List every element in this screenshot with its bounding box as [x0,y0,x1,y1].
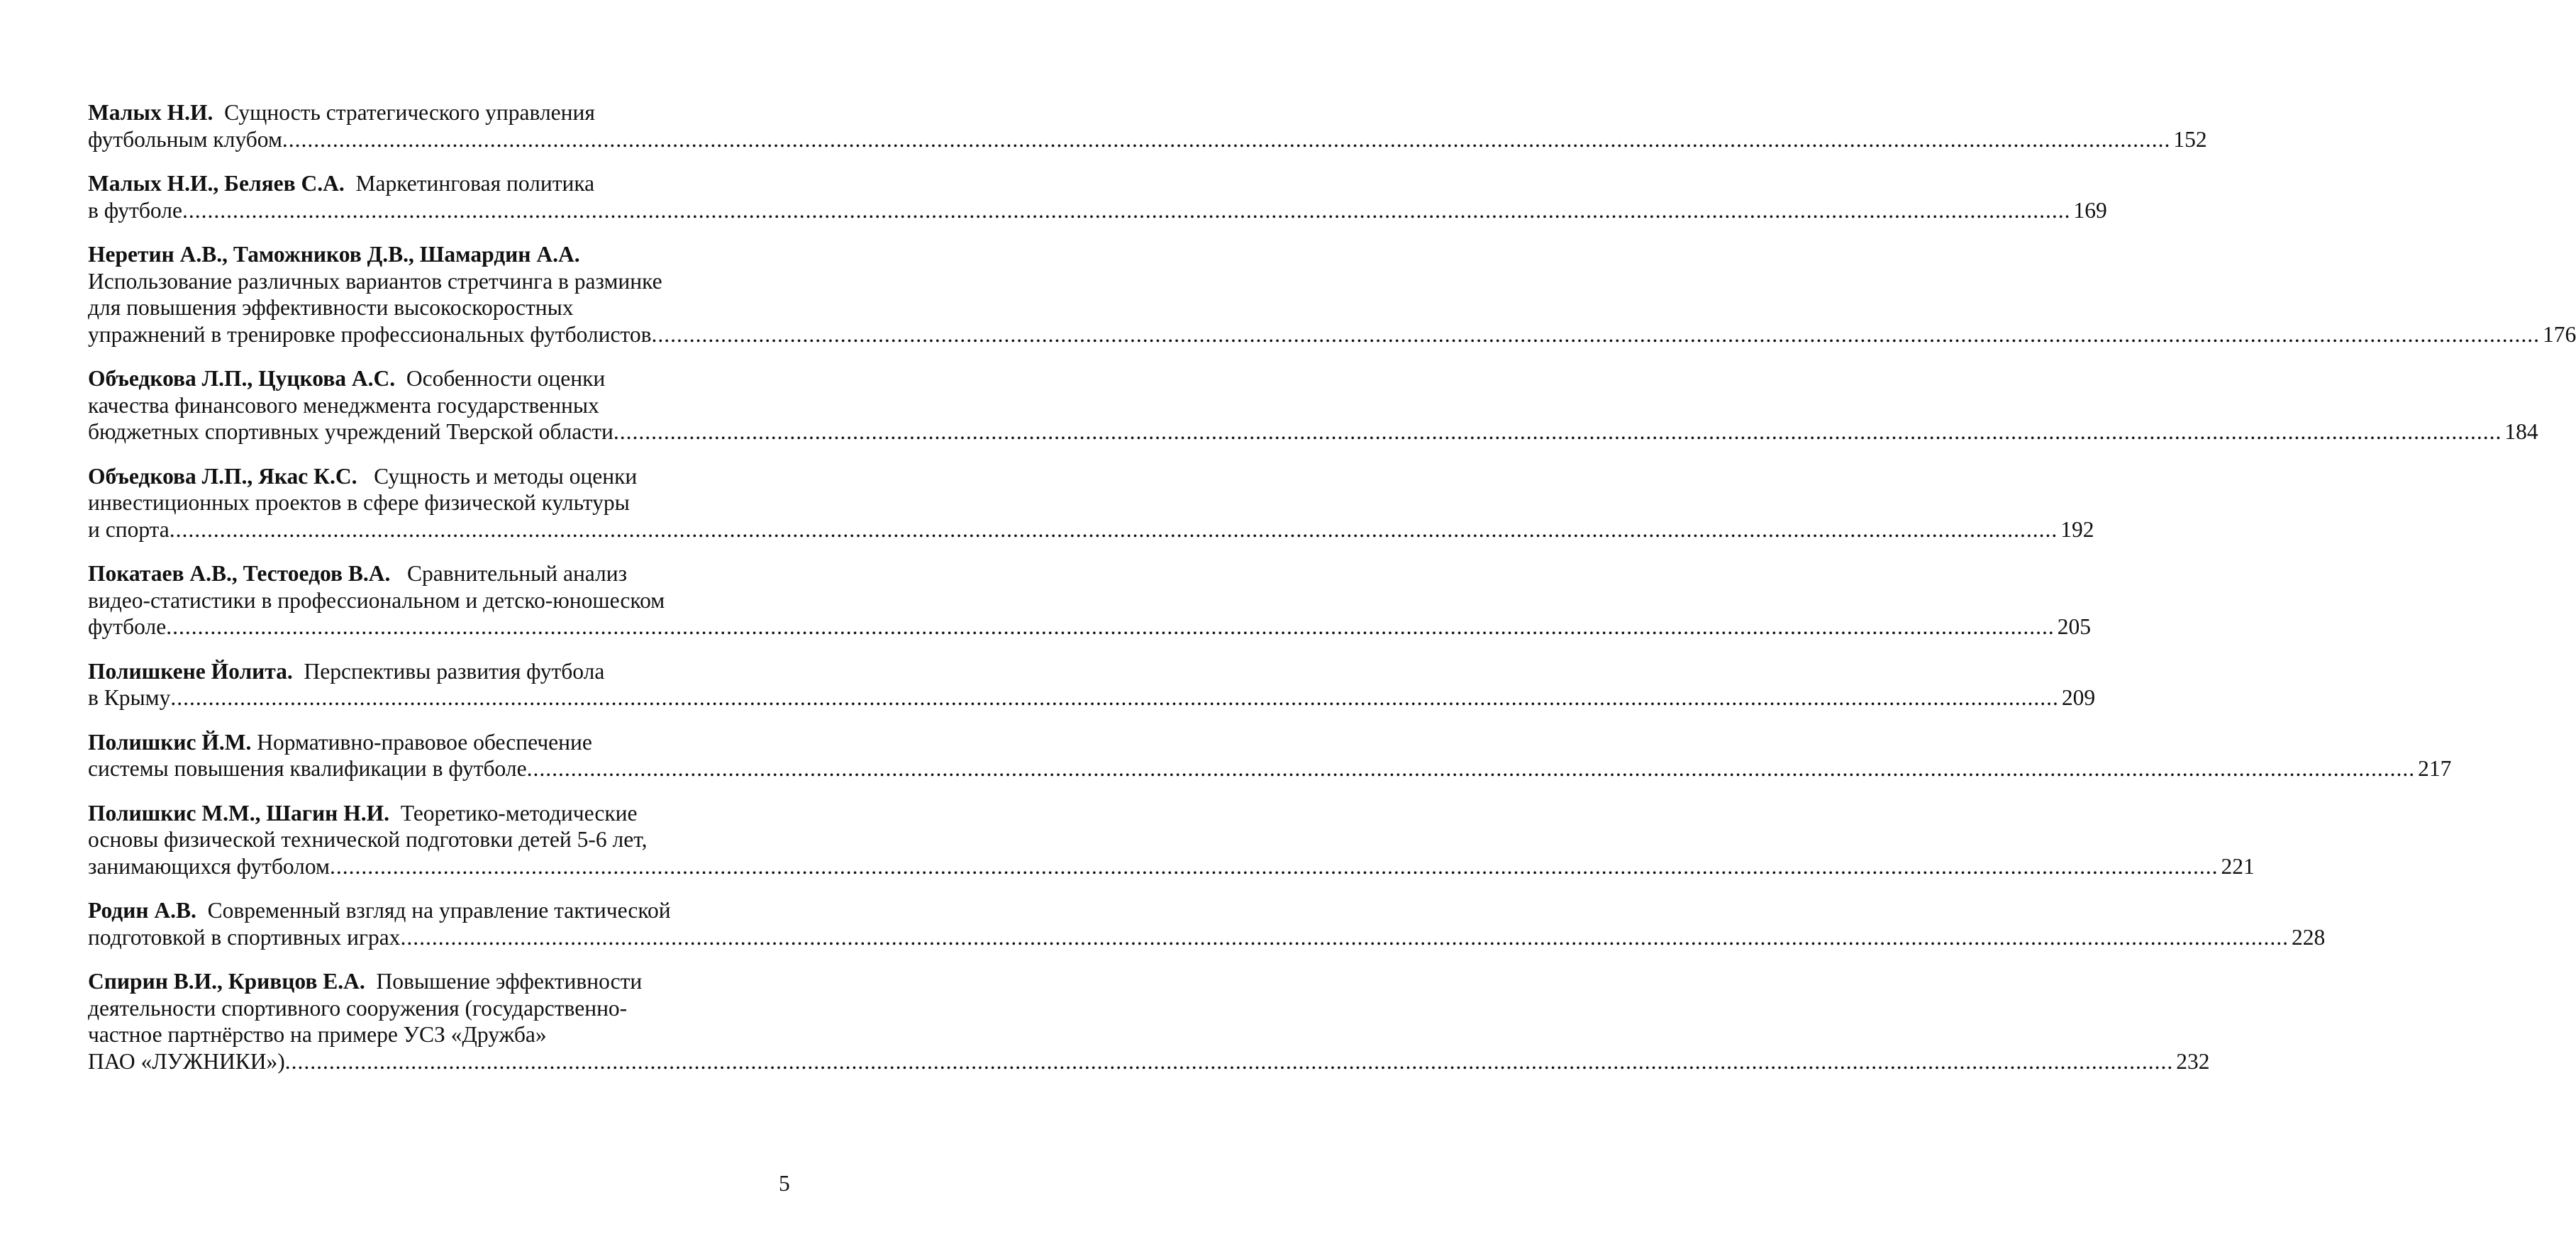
toc-entry-title-end: бюджетных спортивных учреждений Тверской области [88,419,614,444]
toc-entry-heading [88,463,792,490]
toc-entry-title: Теоретико-методические [400,800,638,826]
toc-entry-authors: Спирин В.И., Кривцов Е.А. [88,969,365,994]
toc-entry[interactable] [88,800,2255,880]
toc-entry[interactable] [88,463,2094,543]
toc-entry-heading [88,968,792,995]
toc-entry[interactable] [88,897,2326,950]
toc-entry-title-line: инвестиционных проектов в сфере физической культуры [88,490,630,515]
toc-entry-heading [88,658,792,685]
toc-entry-title: Перспективы развития футбола [304,658,605,684]
toc-entry-authors: Полишкис Й.М. [88,729,252,755]
leader-dots: ............................................................................................................................................................................................................................................................................................................ [526,756,2416,781]
toc-entry-last-line [88,1048,2210,1075]
leader-dots: ............................................................................................................................................................................................................................................................................................................ [182,197,2071,223]
toc-entry[interactable] [88,170,2107,223]
toc-entry-heading [88,560,792,587]
toc-entry-title-end: системы повышения квалификации в футболе [88,756,527,781]
toc-entry-title: Особенности оценки [406,366,606,391]
toc-entry-title-end: упражнений в тренировке профессиональных футболистов [88,321,652,347]
toc-entry-page: 217 [2418,756,2452,781]
toc-entry-page: 169 [2073,197,2107,223]
toc-entry-page: 184 [2504,419,2538,444]
toc-entry-title-end: подготовкой в спортивных играх [88,924,401,950]
toc-entry-title: Повышение эффективности [376,969,643,994]
leader-dots: ............................................................................................................................................................................................................................................................................................................ [651,321,2540,347]
toc-entry-heading [88,365,792,392]
toc-entry-last-line [88,126,2207,153]
toc-entry[interactable] [88,99,2207,152]
toc-entry[interactable] [88,560,2091,640]
toc-entry-authors: Родин А.В. [88,898,196,923]
toc-entry-title-line: основы физической технической подготовки детей 5-6 лет, [88,827,648,852]
toc-entry-title-line: частное партнёрство на примере УСЗ «Дружба» [88,1022,547,1047]
toc-entry-title-line: видео-статистики в профессиональном и детско-юношеском [88,587,665,613]
toc-entry-heading [88,241,792,268]
leader-dots: ............................................................................................................................................................................................................................................................................................................ [284,1048,2174,1074]
toc-entry[interactable] [88,365,2538,445]
toc-entry-page: 176 [2542,321,2576,347]
leader-dots: ............................................................................................................................................................................................................................................................................................................ [282,126,2171,152]
leader-dots: ............................................................................................................................................................................................................................................................................................................ [169,516,2058,542]
toc-entry-page: 152 [2173,126,2207,152]
toc-entry-title-end: занимающихся футболом [88,853,330,879]
toc-entry-heading [88,800,792,827]
leader-dots: ............................................................................................................................................................................................................................................................................................................ [166,614,2055,639]
toc-entry-page: 221 [2221,853,2255,879]
toc-entry-title-end: в Крыму [88,685,171,710]
toc-entry[interactable] [88,729,2452,782]
toc-entry-title: Сущность и методы оценки [374,463,638,489]
toc-entry-authors: Малых Н.И. [88,100,213,125]
toc-entry-last-line [88,853,2255,880]
leader-dots: ............................................................................................................................................................................................................................................................................................................ [400,924,2289,950]
toc-entry[interactable] [88,658,2096,711]
toc-entry-heading [88,897,792,924]
toc-entry-authors: Неретин А.В., Таможников Д.В., Шамардин А.А. [88,242,580,267]
page-number: 5 [779,1171,790,1196]
toc-entry-heading [88,170,792,197]
toc-entry-title-end: футбольным клубом [88,126,282,152]
toc-entry[interactable] [88,241,2576,348]
toc-entry-authors: Полишкис М.М., Шагин Н.И. [88,800,389,826]
leader-dots: ............................................................................................................................................................................................................................................................................................................ [613,419,2502,444]
toc-entry-title-line: Использование различных вариантов стретчинга в разминке [88,268,662,294]
toc-entry-last-line [88,197,2107,224]
toc-entry[interactable] [88,968,2210,1074]
toc-entry-page: 192 [2060,516,2094,542]
toc-entry-page: 205 [2057,614,2091,639]
toc-entry-title-line: качества финансового менеджмента государственных [88,392,599,418]
toc-entry-page: 209 [2061,685,2096,710]
toc-entry-last-line [88,418,2538,445]
leader-dots: ............................................................................................................................................................................................................................................................................................................ [329,853,2219,879]
toc-entry-title-end: в футболе [88,197,182,223]
toc-entry-last-line [88,613,2091,640]
toc-entry-title-line: деятельности спортивного сооружения (государственно- [88,995,628,1021]
toc-entry-title-end: и спорта [88,516,170,542]
toc-entry-heading [88,99,792,126]
toc-entry-authors: Полишкене Йолита. [88,658,293,684]
toc-entry-last-line [88,321,2576,348]
toc-entry-title-line: для повышения эффективности высокоскоростных [88,295,574,320]
toc-entry-heading [88,729,792,756]
toc-entry-last-line [88,755,2452,782]
toc-entry-authors: Покатаев А.В., Тестоедов В.А. [88,561,391,586]
leader-dots: ............................................................................................................................................................................................................................................................................................................ [170,685,2059,710]
toc-entry-last-line [88,516,2094,543]
toc-entry-title-end: футболе [88,614,167,639]
toc-entry-authors: Объедкова Л.П., Цуцкова А.С. [88,366,396,391]
toc-entry-authors: Объедкова Л.П., Якас К.С. [88,463,357,489]
toc-entry-title: Сущность стратегического управления [224,100,595,125]
toc-entry-authors: Малых Н.И., Беляев С.А. [88,171,345,196]
toc-entry-page: 228 [2291,924,2326,950]
toc-entry-title-end: ПАО «ЛУЖНИКИ») [88,1048,285,1074]
toc-entry-page: 232 [2176,1048,2210,1074]
table-of-contents [88,99,2576,1092]
toc-entry-last-line [88,924,2326,951]
toc-entry-title: Нормативно-правовое обеспечение [257,729,592,755]
toc-entry-last-line [88,684,2096,711]
toc-entry-title: Маркетинговая политика [355,171,595,196]
toc-entry-title: Сравнительный анализ [407,561,628,586]
toc-entry-title: Современный взгляд на управление тактической [207,898,671,923]
